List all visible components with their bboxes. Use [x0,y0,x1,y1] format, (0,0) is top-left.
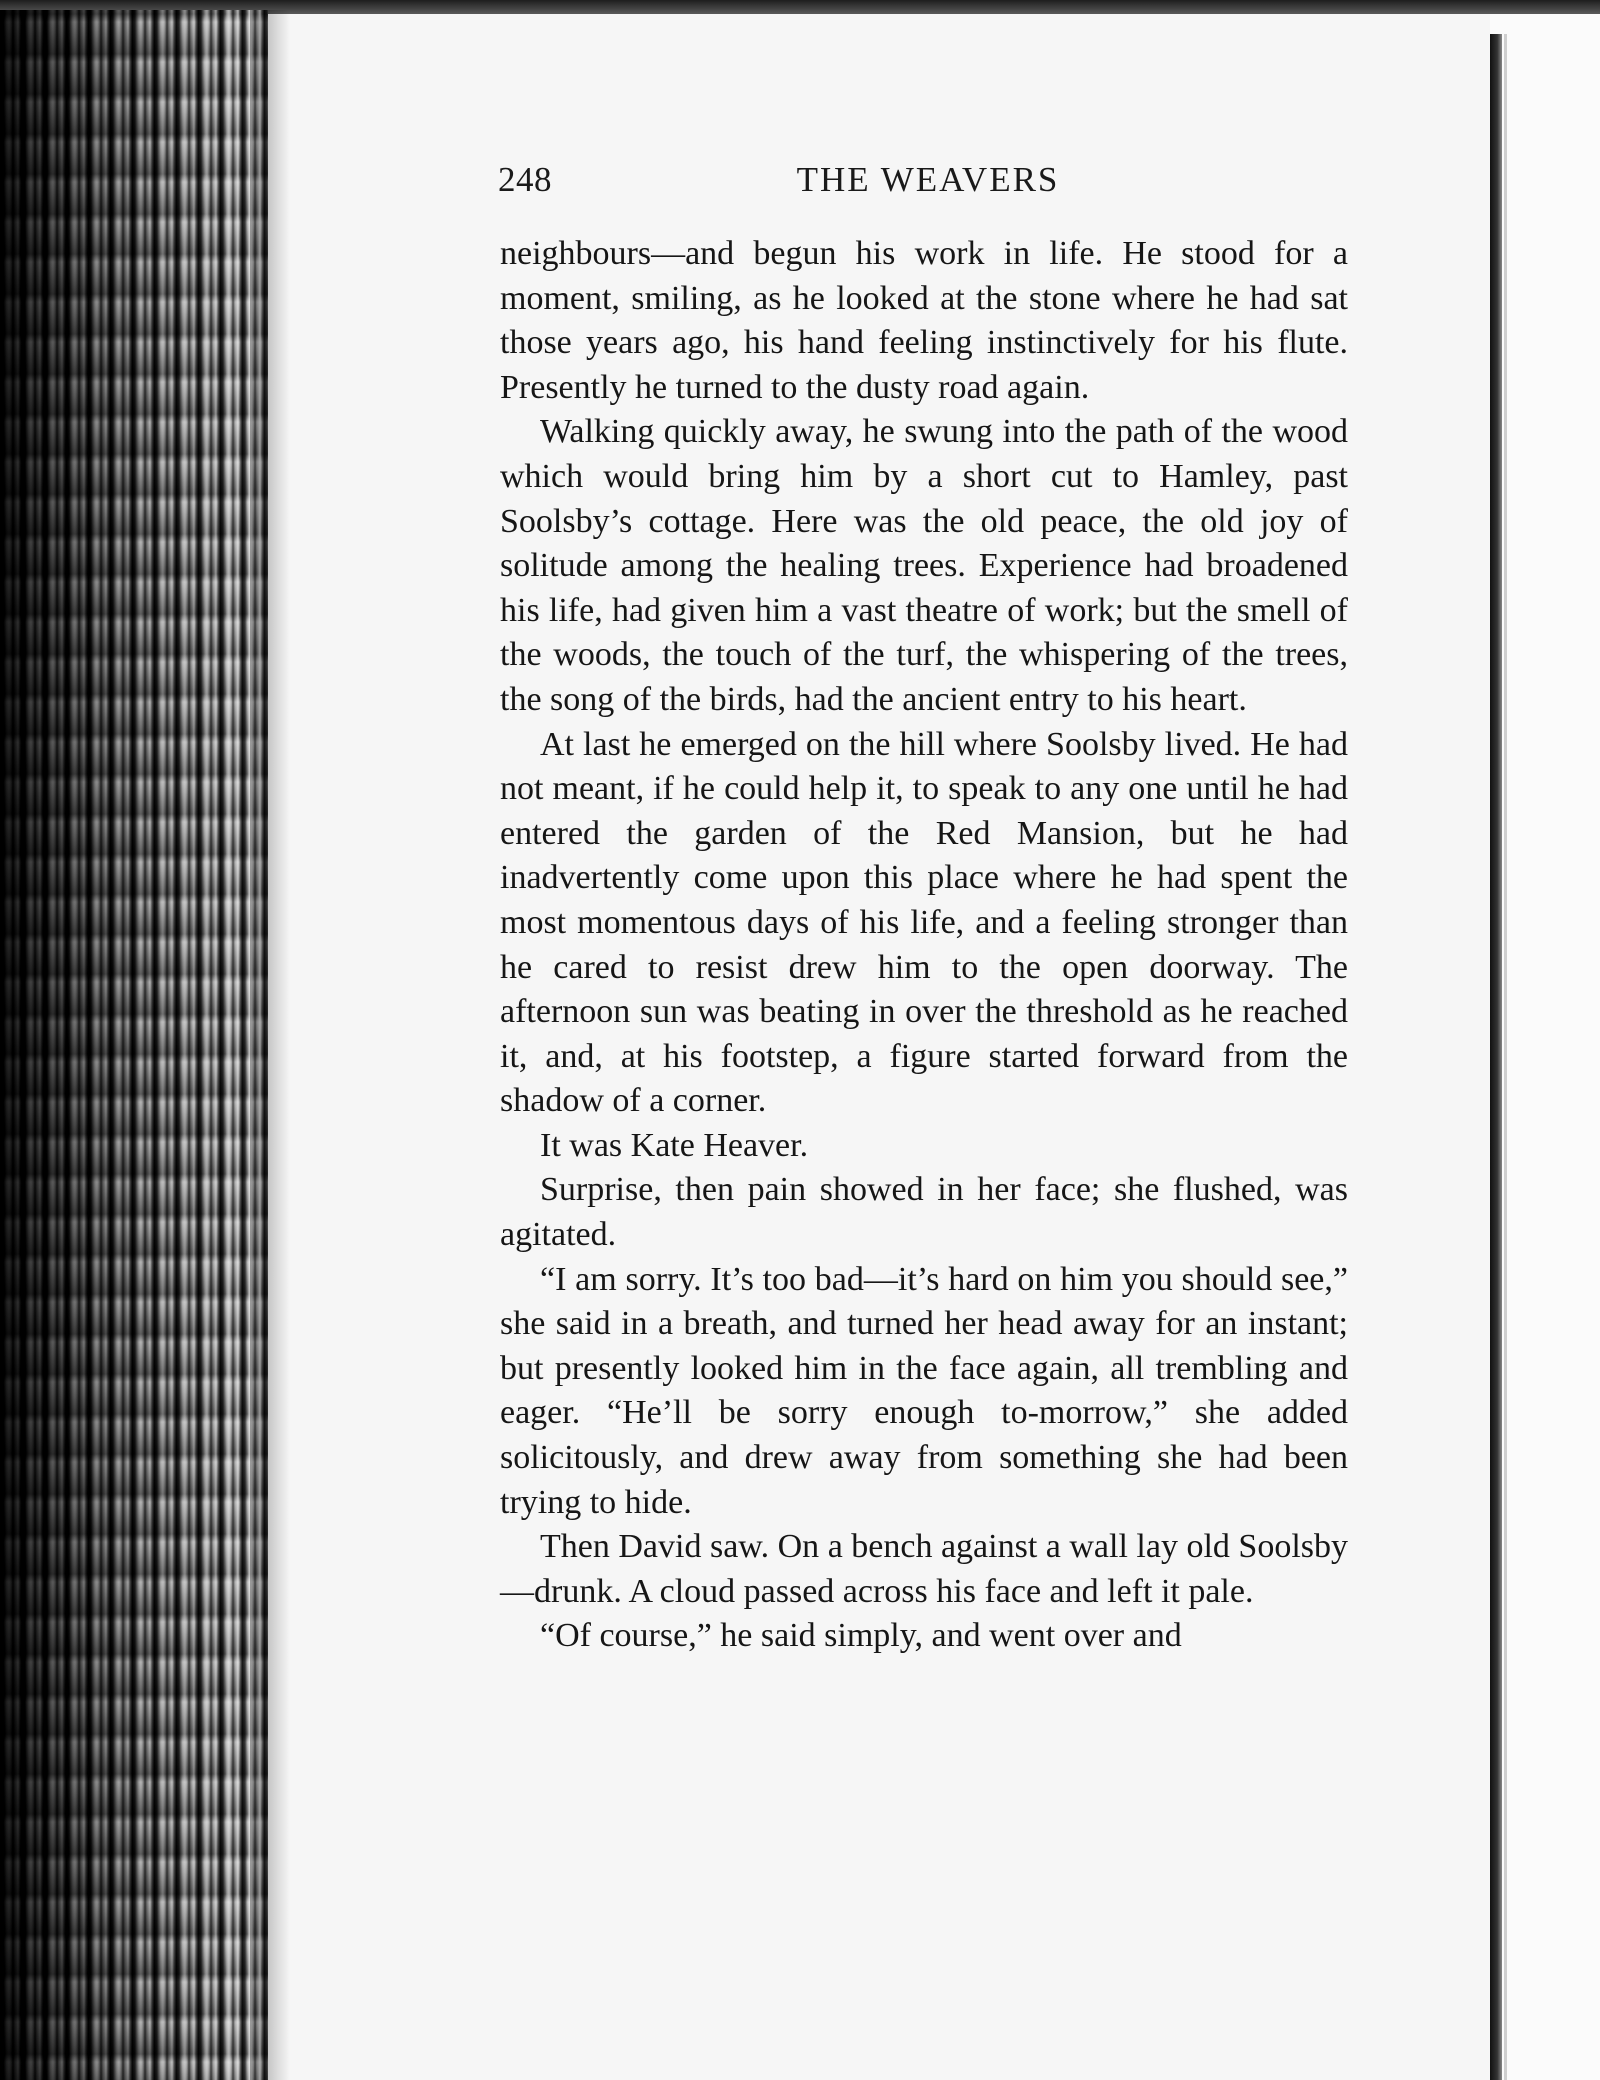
facing-page-edge [1490,14,1600,2080]
binding-highlight-line [1504,34,1507,2080]
paragraph: Walking quickly away, he swung into the path of the wood which would bring him by a short cut to Hamley, past Soolsby’s cottage. Here was the old peace, the old joy of solitude among the healing trees. Experience had broadened his life, had given him a vast theatre of work; but the smell of the woods, the touch of the turf, the whispering of the trees, the song of the birds, had the ancient entry to his heart. [500,413,1348,718]
binding-shadow-line [1490,34,1502,2080]
body-text [500,232,1348,1659]
book-page-edges [0,10,268,2080]
paragraph: “I am sorry. It’s too bad—it’s hard on him you should see,” she said in a breath, and turned her head away for an instant; but presently looked him in the face again, all trembling and eager. “He’ll be sorry enough to-morrow,” she added solicitously, and drew away from something she had been trying to hide. [500,1260,1348,1521]
paragraph: At last he emerged on the hill where Soolsby lived. He had not meant, if he could help it, to speak to any one until he had entered the garden of the Red Mansion, but he had inadvertently come upon this place where he had spent the most momentous days of his life, and a feeling stronger than he cared to resist drew him to the open doorway. The afternoon sun was beating in over the threshold as he reached it, and, at his footstep, a figure started forward from the shadow of a corner. [500,725,1348,1120]
running-head [498,160,1358,216]
paragraph-truncated: “Of course,” he said simply, and went over and [540,1617,1182,1655]
paragraph: It was Kate Heaver. [540,1126,809,1164]
running-title: THE WEAVERS [796,160,1060,199]
gutter-shadow [250,10,290,2080]
page-number: 248 [498,160,552,199]
paragraph: Then David saw. On a bench against a wall lay old Soolsby—drunk. A cloud passed across his face and left it pale. [500,1528,1348,1610]
paragraph: Surprise, then pain showed in her face; she flushed, was agitated. [500,1171,1348,1254]
paragraph-continued: neighbours—and begun his work in life. He stood for a moment, smiling, as he looked at the stone where he had sat those years ago, his hand feeling instinctively for his flute. Presently he turned to the dusty road again. [500,235,1348,406]
